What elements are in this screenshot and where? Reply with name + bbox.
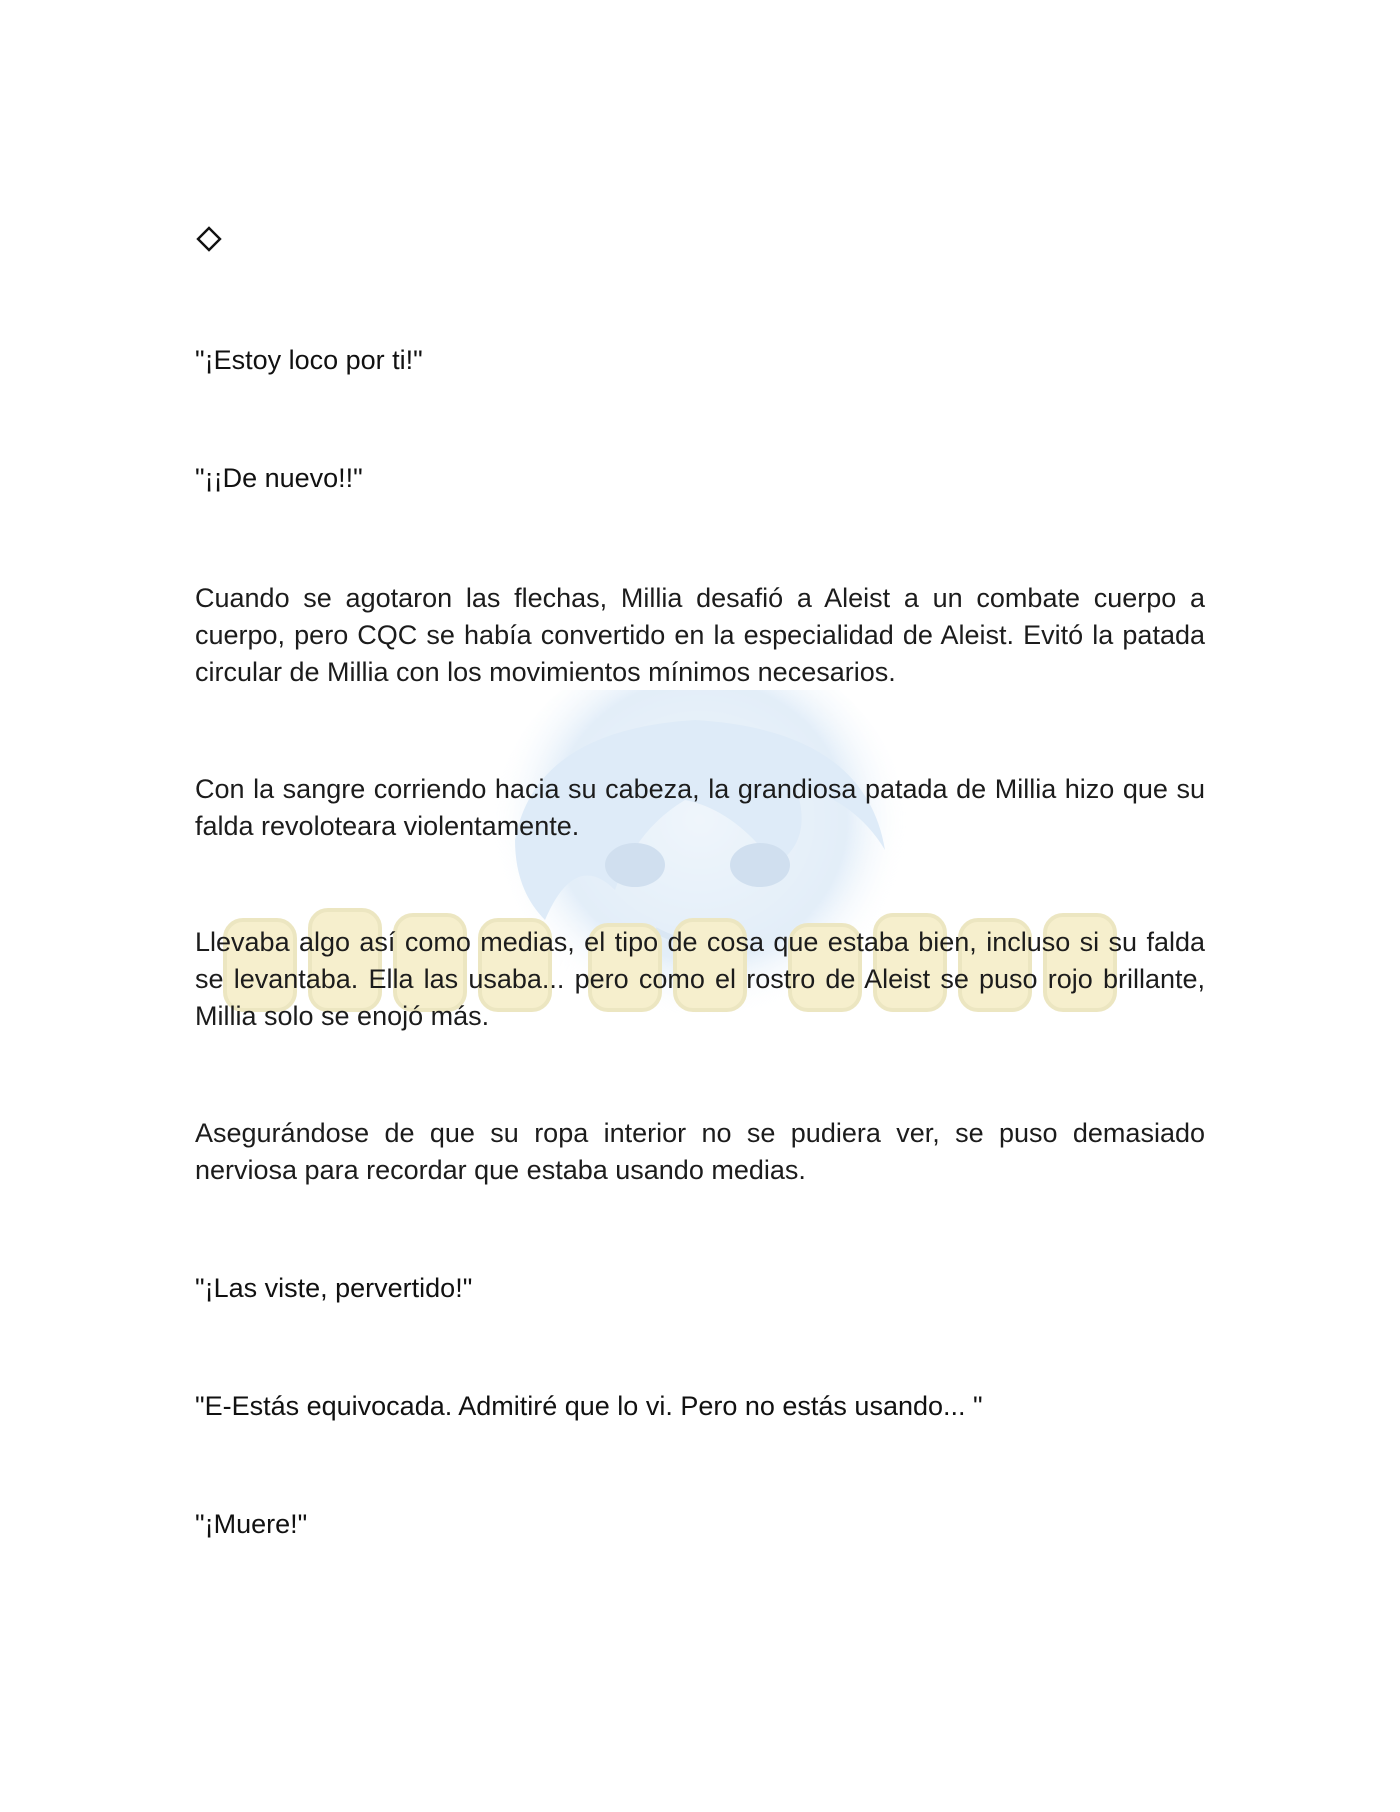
narrative-paragraph: Con la sangre corriendo hacia su cabeza, la grandiosa patada de Millia hizo que su falda revoloteara violentamente.	[195, 774, 1205, 841]
narrative-paragraph: Asegurándose de que su ropa interior no se pudiera ver, se puso demasiado nerviosa para recordar que estaba usando medias.	[195, 1118, 1205, 1185]
diamond-outline-icon	[196, 226, 222, 252]
dialogue-line: "¡¡De nuevo!!"	[195, 463, 363, 493]
dialogue-line: "E-Estás equivocada. Admitiré que lo vi. Pero no estás usando... "	[195, 1391, 983, 1421]
narrative-paragraph: Cuando se agotaron las flechas, Millia desafió a Aleist a un combate cuerpo a cuerpo, pero CQC se había convertido en la especialidad de Aleist. Evitó la patada circular de Millia con los movimientos mínimos necesarios.	[195, 583, 1205, 687]
dialogue-line: "¡Muere!"	[195, 1509, 308, 1539]
dialogue-line: "¡Estoy loco por ti!"	[195, 345, 423, 375]
narrative-paragraph: Llevaba algo así como medias, el tipo de cosa que estaba bien, incluso si su falda se levantaba. Ella las usaba... pero como el rostro de Aleist se puso rojo brillante, Millia solo se enojó más.	[195, 927, 1205, 1031]
dialogue-line: "¡Las viste, pervertido!"	[195, 1273, 473, 1303]
